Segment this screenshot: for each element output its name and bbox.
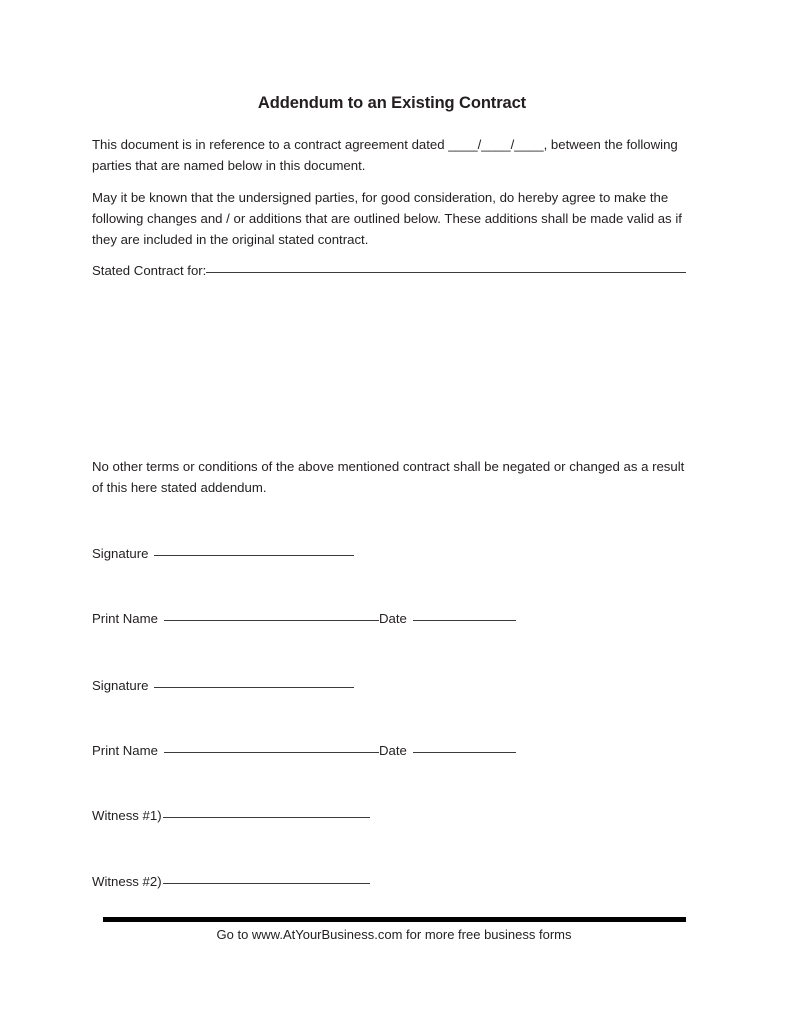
signature-row-1: [92, 544, 354, 563]
witness-row-2: [92, 872, 370, 891]
stated-contract-blank[interactable]: [206, 272, 686, 273]
page-title: Addendum to an Existing Contract: [257, 94, 527, 112]
witness-2-blank[interactable]: [163, 883, 370, 884]
print-name-label-1: Print Name: [92, 611, 158, 626]
date-label-2: Date: [378, 743, 407, 758]
print-name-label-2: Print Name: [92, 743, 158, 758]
paragraph-no-other-terms: No other terms or conditions of the above mentioned contract shall be negated or changed as a result of this here stated addendum.: [92, 459, 685, 495]
date-blank-1[interactable]: [413, 620, 516, 621]
paragraph-reference: This document is in reference to a contract agreement dated ____/____/____, between the following parties that are named below in this document.: [92, 137, 678, 173]
print-name-row-1: [92, 609, 516, 628]
date-blank-2[interactable]: [413, 752, 516, 753]
signature-label-2: Signature: [92, 678, 149, 693]
signature-blank-1[interactable]: [154, 555, 354, 556]
witness-1-blank[interactable]: [163, 817, 370, 818]
paragraph-agreement: May it be known that the undersigned parties, for good consideration, do hereby agree to make the following changes and / or additions that are outlined below. These additions shall be made valid as if they are included in the original stated contract.: [92, 190, 682, 247]
print-name-row-2: [92, 741, 516, 760]
print-name-blank-1[interactable]: [164, 620, 379, 621]
witness-2-label: Witness #2): [92, 874, 162, 889]
witness-row-1: [92, 806, 370, 825]
witness-1-label: Witness #1): [92, 808, 162, 823]
signature-row-2: [92, 676, 354, 695]
signature-blank-2[interactable]: [154, 687, 354, 688]
date-label-1: Date: [378, 611, 407, 626]
signature-label-1: Signature: [92, 546, 149, 561]
footer-divider: [103, 917, 686, 922]
stated-contract-label: Stated Contract for:: [92, 263, 207, 278]
footer-attribution: Go to www.AtYourBusiness.com for more free business forms: [216, 927, 572, 942]
stated-contract-field-row: [92, 261, 696, 280]
print-name-blank-2[interactable]: [164, 752, 379, 753]
